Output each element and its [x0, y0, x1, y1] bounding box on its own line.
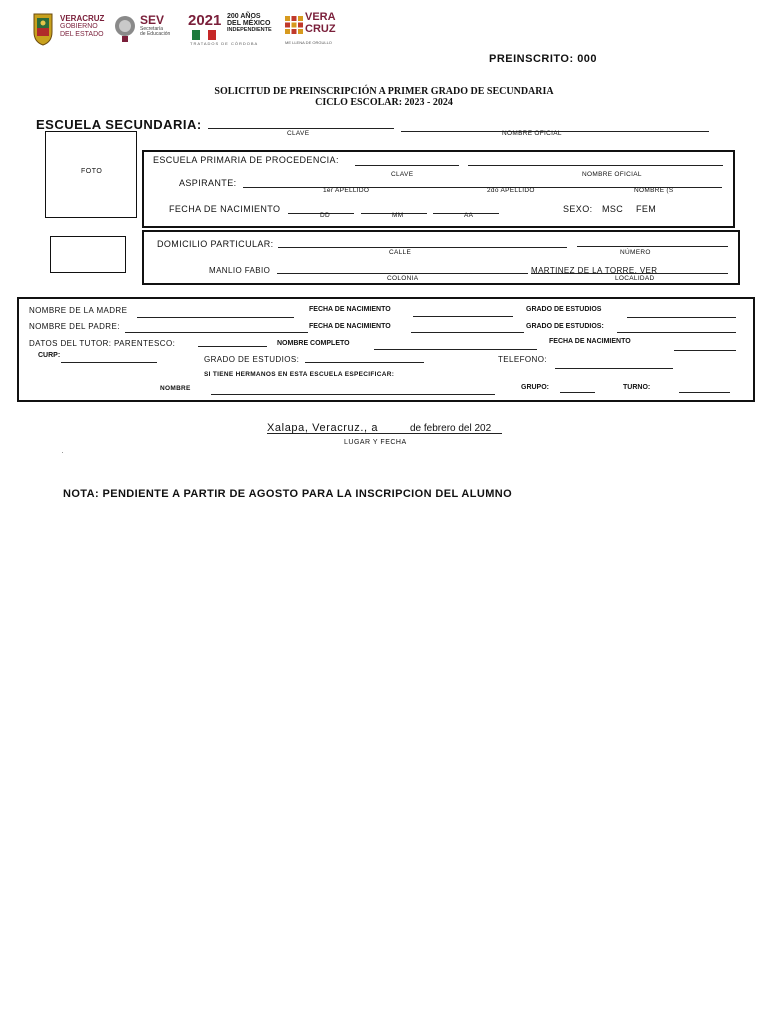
colonia-field[interactable]	[277, 273, 528, 274]
tutor-label: DATOS DEL TUTOR: PARENTESCO:	[29, 339, 176, 348]
small-box[interactable]	[50, 236, 126, 273]
apellido2-label: 2do APELLIDO	[487, 187, 535, 194]
primaria-nombre-field[interactable]	[468, 165, 723, 166]
hermano-nombre-label: NOMBRE	[160, 385, 191, 392]
sexo-label: SEXO:	[563, 204, 593, 214]
padre-field[interactable]	[125, 332, 308, 333]
colonia-label: COLONIA	[387, 275, 419, 282]
madre-field[interactable]	[137, 317, 294, 318]
vera-logo-line2: CRUZ	[305, 22, 336, 35]
anniversary-line2: DEL MÉXICO	[227, 20, 271, 28]
primaria-nombre-label: NOMBRE OFICIAL	[582, 171, 642, 178]
tutor-parentesco-field[interactable]	[198, 346, 267, 347]
lugar-text-b: de febrero del 202	[410, 423, 492, 434]
madre-nacimiento-label: FECHA DE NACIMIENTO	[309, 306, 391, 313]
curp-label: CURP:	[38, 352, 61, 359]
escuela-clave-label: CLAVE	[287, 130, 310, 137]
calle-label: CALLE	[389, 249, 412, 256]
veracruz-logo-line1: VERACRUZ	[60, 14, 105, 23]
nombres-label: NOMBRE (S	[634, 187, 674, 194]
vera-logo-line1: VERA	[305, 11, 336, 23]
sev-logo-line2: de Educación	[140, 30, 171, 37]
lugar-fecha-label: LUGAR Y FECHA	[344, 439, 407, 446]
sexo-fem-option[interactable]: FEM	[636, 204, 657, 214]
veracruz-logo-line3: DEL ESTADO	[60, 30, 104, 38]
lugar-text-a: Xalapa, Veracruz., a	[267, 422, 379, 434]
turno-label: TURNO:	[623, 384, 651, 391]
primaria-clave-label: CLAVE	[391, 171, 414, 178]
curp-field[interactable]	[61, 362, 157, 363]
escuela-secundaria-label: ESCUELA SECUNDARIA:	[36, 117, 202, 132]
numero-field[interactable]	[577, 246, 728, 247]
primaria-label: ESCUELA PRIMARIA DE PROCEDENCIA:	[153, 155, 339, 165]
vera-logo-sub: ME LLENA DE ORGULLO	[285, 40, 332, 45]
nacimiento-label: FECHA DE NACIMIENTO	[169, 204, 281, 214]
dd-label: DD	[320, 212, 330, 219]
nombre-completo-label: NOMBRE COMPLETO	[277, 340, 350, 347]
photo-label: FOTO	[81, 168, 103, 175]
lugar-fecha-field[interactable]	[267, 433, 502, 434]
grupo-label: GRUPO:	[521, 384, 549, 391]
header-logos	[30, 10, 350, 50]
sev-logo-title: SEV	[140, 13, 165, 27]
padre-label: NOMBRE DEL PADRE:	[29, 322, 120, 331]
madre-grado-field[interactable]	[627, 317, 736, 318]
escuela-nombre-label: NOMBRE OFICIAL	[502, 130, 562, 137]
veracruz-shield-icon	[32, 12, 54, 46]
nota-text: NOTA: PENDIENTE A PARTIR DE AGOSTO PARA LA INSCRIPCION DEL ALUMNO	[63, 488, 513, 500]
escuela-clave-field[interactable]	[208, 128, 394, 129]
tutor-nombre-field[interactable]	[374, 349, 537, 350]
hermano-nombre-field[interactable]	[211, 394, 495, 395]
form-title-line2: CICLO ESCOLAR: 2023 - 2024	[315, 97, 453, 108]
anniversary-year: 2021	[188, 12, 222, 29]
tutor-nacimiento-field[interactable]	[674, 350, 736, 351]
aa-label: AA	[464, 212, 474, 219]
anniversary-line1: 200 AÑOS	[227, 13, 261, 20]
anniversary-sub: TRATADOS DE CÓRDOBA	[190, 41, 259, 46]
padre-grado-field[interactable]	[617, 332, 736, 333]
mexican-flag-icon	[192, 30, 216, 40]
calle-field[interactable]	[278, 247, 567, 248]
madre-nacimiento-field[interactable]	[413, 316, 513, 317]
photo-box[interactable]	[45, 131, 137, 218]
colonia-value: MANLIO FABIO	[209, 266, 271, 275]
anniversary-line3: INDEPENDIENTE	[227, 26, 272, 33]
aspirante-label: ASPIRANTE:	[179, 178, 237, 188]
tutor-grado-label: GRADO DE ESTUDIOS:	[204, 355, 300, 364]
sev-emblem-icon	[114, 12, 136, 44]
padre-grado-label: GRADO DE ESTUDIOS:	[526, 323, 604, 330]
form-title	[0, 86, 768, 108]
grupo-field[interactable]	[560, 392, 595, 393]
preinscrito-number: PREINSCRITO: 000	[489, 53, 598, 65]
apellido1-label: 1er APELLIDO	[323, 187, 370, 194]
localidad-field[interactable]	[531, 273, 728, 274]
form-title-line1: SOLICITUD DE PREINSCRIPCIÓN A PRIMER GRADO DE SECUNDARIA	[214, 86, 554, 97]
primaria-clave-field[interactable]	[355, 165, 459, 166]
padre-nacimiento-field[interactable]	[411, 332, 524, 333]
tutor-grado-field[interactable]	[305, 362, 424, 363]
madre-label: NOMBRE DE LA MADRE	[29, 306, 128, 315]
telefono-field[interactable]	[555, 368, 673, 369]
sev-logo-line1: Secretaría	[140, 25, 164, 32]
madre-grado-label: GRADO DE ESTUDIOS	[526, 306, 602, 313]
turno-field[interactable]	[679, 392, 730, 393]
localidad-label: LOCALIDAD	[615, 275, 655, 282]
sexo-msc-option[interactable]: MSC	[602, 204, 624, 214]
small-dot	[62, 452, 63, 453]
hermanos-label: SI TIENE HERMANOS EN ESTA ESCUELA ESPECIFICAR:	[204, 371, 395, 378]
numero-label: NÚMERO	[620, 249, 651, 256]
mm-label: MM	[392, 212, 404, 219]
tutor-nacimiento-label: FECHA DE NACIMIENTO	[549, 338, 631, 345]
domicilio-label: DOMICILIO PARTICULAR:	[157, 239, 274, 249]
veracruz-pattern-icon	[285, 16, 303, 34]
padre-nacimiento-label: FECHA DE NACIMIENTO	[309, 323, 391, 330]
veracruz-logo-line2: GOBIERNO	[60, 23, 98, 31]
telefono-label: TELEFONO:	[498, 355, 547, 364]
localidad-value: MARTINEZ DE LA TORRE, VER	[531, 266, 658, 275]
